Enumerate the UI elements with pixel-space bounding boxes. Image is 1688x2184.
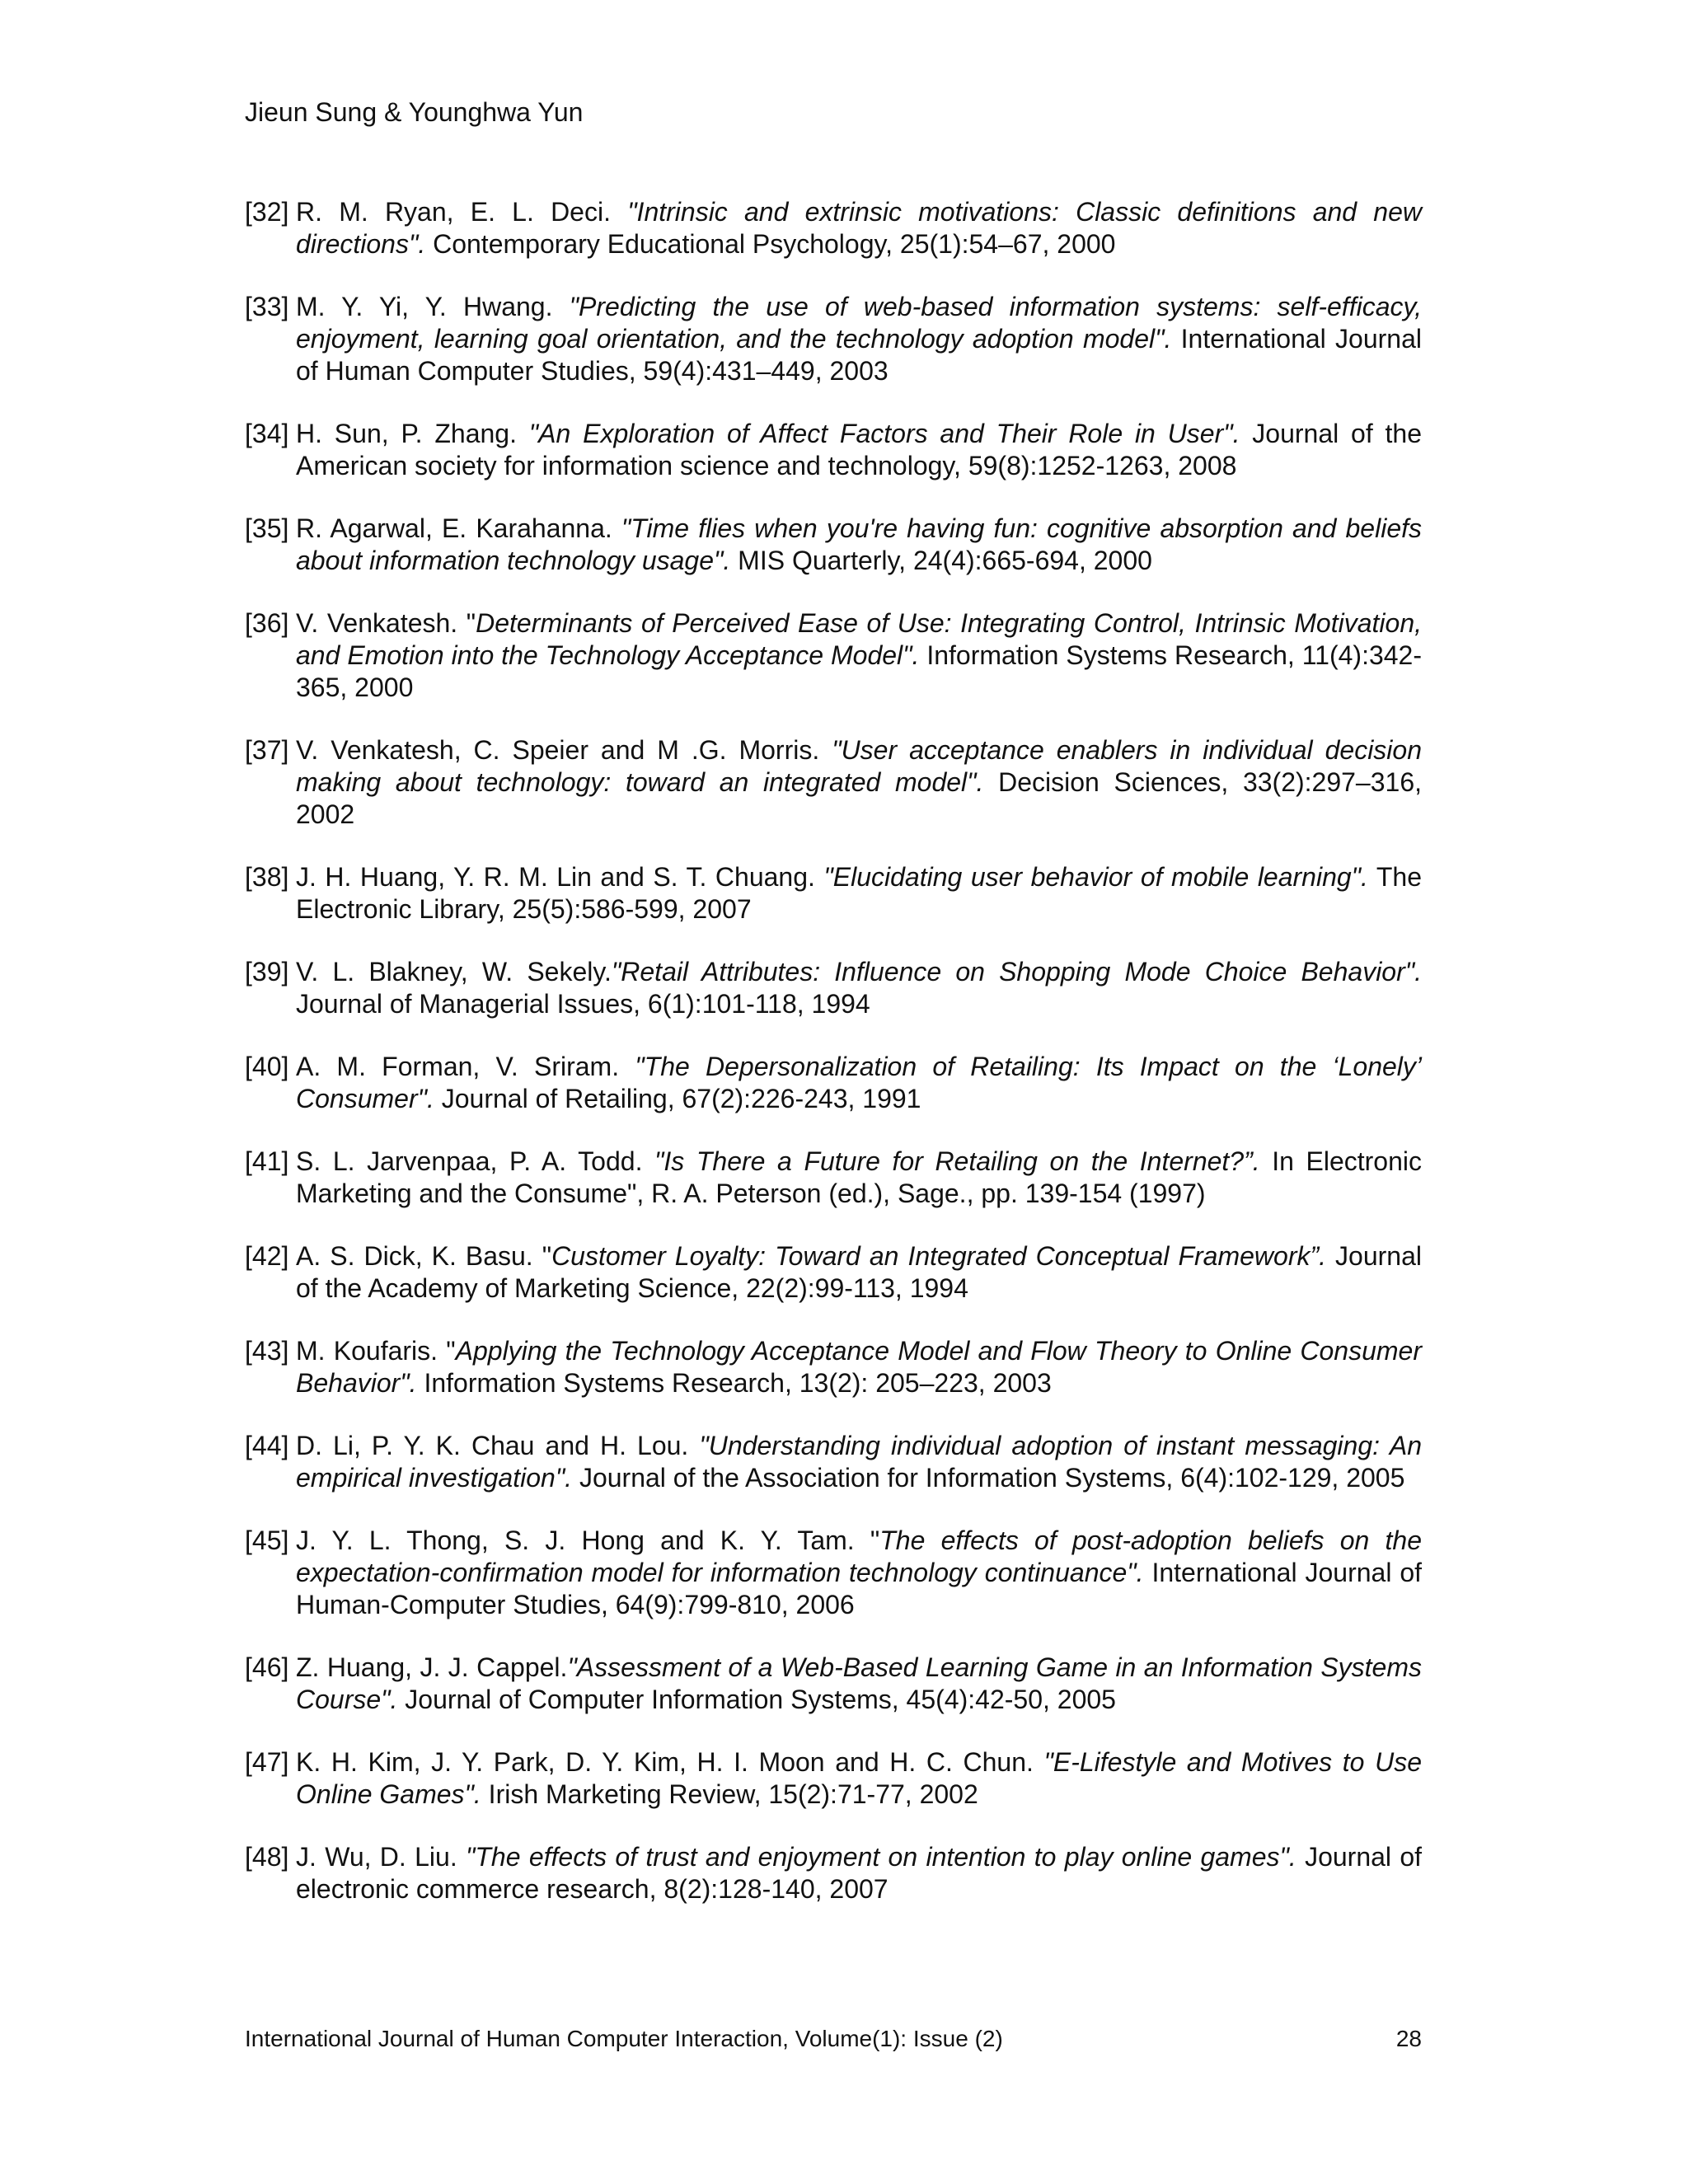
reference-number: [32] — [245, 197, 289, 227]
reference-item — [245, 956, 1422, 1020]
reference-authors: J. Wu, D. Liu. — [296, 1842, 467, 1872]
reference-number: [42] — [245, 1241, 289, 1271]
reference-number: [35] — [245, 513, 289, 543]
reference-title: "The effects of trust and enjoyment on intention to play online games". — [466, 1842, 1296, 1872]
running-header: Jieun Sung & Younghwa Yun — [245, 97, 584, 127]
reference-authors: J. Y. L. Thong, S. J. Hong and K. Y. Tam. " — [296, 1526, 880, 1555]
footer-journal-title: International Journal of Human Computer Interaction, Volume(1): Issue (2) — [245, 2026, 1003, 2051]
reference-item — [245, 1051, 1422, 1115]
reference-item — [245, 1430, 1422, 1494]
reference-source: Journal of the Association for Information Systems, 6(4):102-129, 2005 — [572, 1463, 1405, 1493]
reference-authors: V. Venkatesh. " — [296, 608, 476, 638]
reference-item — [245, 1746, 1422, 1811]
reference-number: [45] — [245, 1526, 289, 1555]
reference-title: The effects of post-adoption beliefs on the expectation-confirmation model for information technology continuance". — [296, 1526, 1423, 1587]
reference-source: Journal of electronic commerce research, 8(2):128-140, 2007 — [296, 1842, 1423, 1904]
reference-title: "Assessment of a Web-Based Learning Game in an Information Systems Course". — [296, 1652, 1423, 1714]
reference-source: Journal of Computer Information Systems, 45(4):42-50, 2005 — [397, 1685, 1116, 1714]
reference-authors: D. Li, P. Y. K. Chau and H. Lou. — [296, 1431, 700, 1460]
reference-source: Information Systems Research, 11(4):342-365, 2000 — [296, 640, 1423, 702]
reference-source: Journal of Retailing, 67(2):226-243, 1991 — [434, 1084, 921, 1113]
reference-source: Decision Sciences, 33(2):297–316, 2002 — [296, 767, 1423, 829]
reference-title: "Retail Attributes: Influence on Shopping Mode Choice Behavior". — [611, 957, 1423, 987]
reference-item — [245, 1525, 1422, 1621]
reference-source: Journal of Managerial Issues, 6(1):101-118, 1994 — [296, 989, 870, 1019]
reference-number: [37] — [245, 735, 289, 765]
reference-number: [47] — [245, 1747, 289, 1777]
reference-title: "Understanding individual adoption of instant messaging: An empirical investigation". — [296, 1431, 1423, 1493]
reference-number: [34] — [245, 419, 289, 448]
reference-authors: Z. Huang, J. J. Cappel. — [296, 1652, 568, 1682]
reference-number: [40] — [245, 1052, 289, 1081]
reference-number: [39] — [245, 957, 289, 987]
reference-number: [36] — [245, 608, 289, 638]
reference-item — [245, 1652, 1422, 1716]
reference-authors: V. Venkatesh, C. Speier and M .G. Morris. — [296, 735, 832, 765]
reference-item — [245, 734, 1422, 831]
reference-title: Customer Loyalty: Toward an Integrated Conceptual Framework”. — [551, 1241, 1327, 1271]
reference-item — [245, 196, 1422, 260]
reference-number: [41] — [245, 1146, 289, 1176]
reference-authors: M. Koufaris. " — [296, 1336, 456, 1366]
reference-authors: V. L. Blakney, W. Sekely. — [296, 957, 612, 987]
reference-item — [245, 1240, 1422, 1305]
reference-title: "Elucidating user behavior of mobile learning". — [823, 862, 1368, 892]
reference-number: [46] — [245, 1652, 289, 1682]
reference-title: "Is There a Future for Retailing on the Internet?”. — [654, 1146, 1260, 1176]
reference-authors: K. H. Kim, J. Y. Park, D. Y. Kim, H. I. Moon and H. C. Chun. — [296, 1747, 1044, 1777]
reference-number: [43] — [245, 1336, 289, 1366]
reference-title: Determinants of Perceived Ease of Use: Integrating Control, Intrinsic Motivation, and Emotion into the Technology Acceptance Model". — [296, 608, 1423, 670]
reference-number: [38] — [245, 862, 289, 892]
reference-source: Irish Marketing Review, 15(2):71-77, 2002 — [481, 1779, 978, 1809]
reference-source: Contemporary Educational Psychology, 25(1):54–67, 2000 — [425, 229, 1116, 259]
reference-item — [245, 1841, 1422, 1905]
reference-source: The Electronic Library, 25(5):586-599, 2007 — [296, 862, 1423, 924]
reference-source: MIS Quarterly, 24(4):665-694, 2000 — [730, 546, 1152, 575]
reference-number: [44] — [245, 1431, 289, 1460]
reference-item — [245, 1146, 1422, 1210]
reference-authors: H. Sun, P. Zhang. — [296, 419, 529, 448]
reference-list — [245, 196, 1422, 1936]
reference-title: "E-Lifestyle and Motives to Use Online Games". — [296, 1747, 1423, 1809]
reference-item — [245, 607, 1422, 704]
reference-title: "Time flies when you're having fun: cognitive absorption and beliefs about information technology usage". — [296, 513, 1423, 575]
reference-authors: R. M. Ryan, E. L. Deci. — [296, 197, 628, 227]
reference-source: In Electronic Marketing and the Consume", R. A. Peterson (ed.), Sage., pp. 139-154 (1997) — [296, 1146, 1423, 1208]
reference-title: "User acceptance enablers in individual decision making about technology: toward an integrated model". — [296, 735, 1423, 797]
reference-authors: S. L. Jarvenpaa, P. A. Todd. — [296, 1146, 655, 1176]
reference-item — [245, 861, 1422, 926]
reference-authors: A. S. Dick, K. Basu. " — [296, 1241, 552, 1271]
page-number: 28 — [1395, 2026, 1422, 2051]
reference-item — [245, 513, 1422, 577]
reference-number: [33] — [245, 292, 289, 321]
reference-title: "An Exploration of Affect Factors and Their Role in User". — [528, 419, 1240, 448]
reference-number: [48] — [245, 1842, 289, 1872]
reference-title: Applying the Technology Acceptance Model and Flow Theory to Online Consumer Behavior". — [296, 1336, 1423, 1398]
reference-source: Journal of the American society for information science and technology, 59(8):1252-1263, 2008 — [296, 419, 1423, 480]
reference-authors: J. H. Huang, Y. R. M. Lin and S. T. Chuang. — [296, 862, 824, 892]
reference-authors: A. M. Forman, V. Sriram. — [296, 1052, 635, 1081]
reference-item — [245, 291, 1422, 387]
reference-authors: M. Y. Yi, Y. Hwang. — [296, 292, 570, 321]
reference-authors: R. Agarwal, E. Karahanna. — [296, 513, 621, 543]
reference-item — [245, 1335, 1422, 1399]
reference-item — [245, 418, 1422, 482]
reference-title: "Predicting the use of web-based information systems: self-efficacy, enjoyment, learning goal orientation, and the technology adoption model". — [296, 292, 1423, 354]
reference-source: International Journal of Human Computer Studies, 59(4):431–449, 2003 — [296, 324, 1423, 386]
reference-source: International Journal of Human-Computer Studies, 64(9):799-810, 2006 — [296, 1558, 1423, 1619]
reference-title: "The Depersonalization of Retailing: Its Impact on the ‘Lonely’ Consumer". — [296, 1052, 1423, 1113]
reference-source: Journal of the Academy of Marketing Science, 22(2):99-113, 1994 — [296, 1241, 1423, 1303]
reference-title: "Intrinsic and extrinsic motivations: Classic definitions and new directions". — [296, 197, 1423, 259]
reference-source: Information Systems Research, 13(2): 205–223, 2003 — [416, 1368, 1052, 1398]
